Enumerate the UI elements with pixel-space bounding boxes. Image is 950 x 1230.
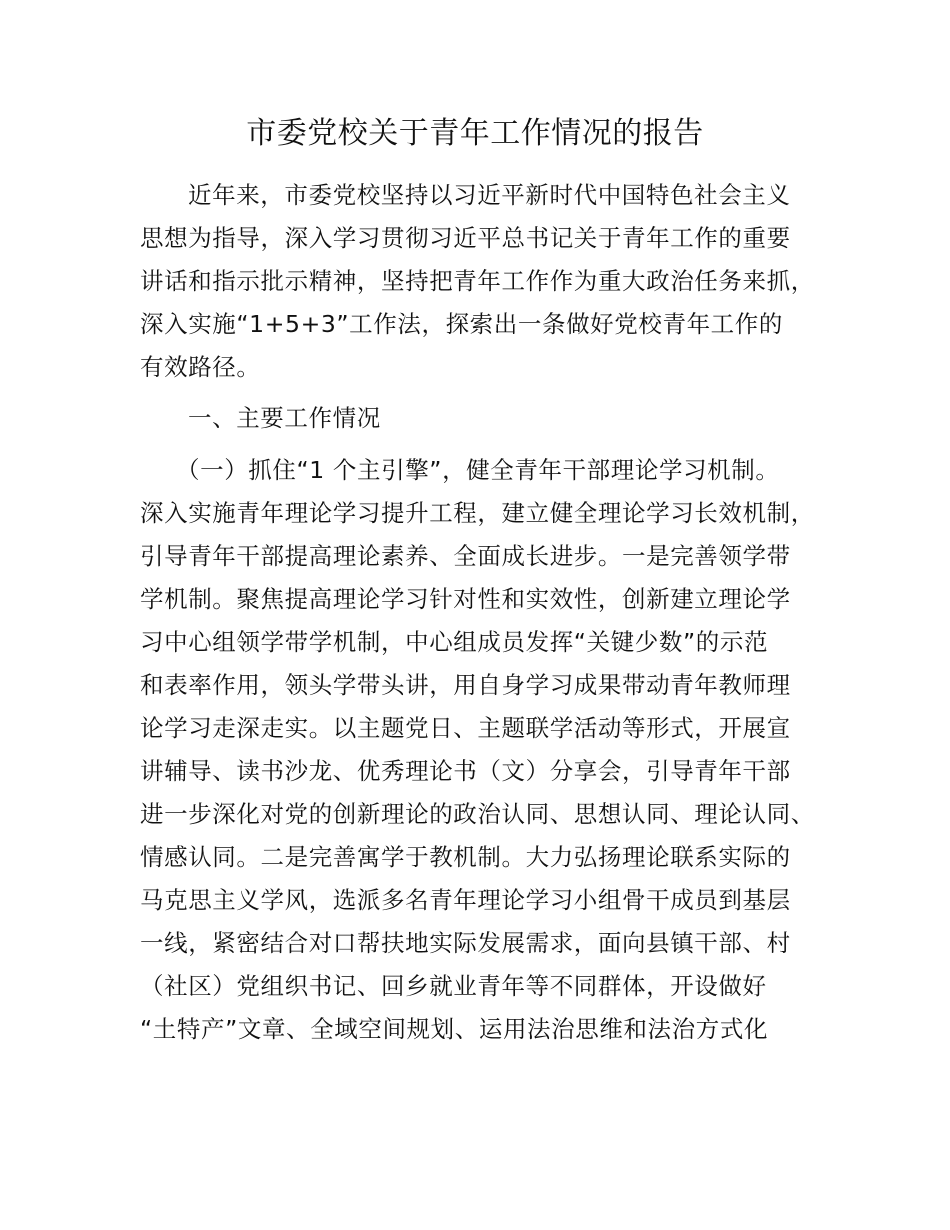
paragraph-line: 和表率作用，领头学带头讲，用自身学习成果带动青年教师理	[140, 671, 791, 699]
paragraph-line: 进一步深化对党的创新理论的政治认同、思想认同、理论认同、	[140, 800, 815, 828]
paragraph-line: “土特产”文章、全域空间规划、运用法治思维和法治方式化	[140, 1015, 769, 1043]
paragraph-line: 讲辅导、读书沙龙、优秀理论书（文）分享会，引导青年干部	[140, 757, 791, 785]
section-heading: 一、主要工作情况	[188, 404, 381, 432]
paragraph-line: 学机制。聚焦提高理论学习针对性和实效性，创新建立理论学	[140, 585, 791, 613]
paragraph-line: 习中心组领学带学机制，中心组成员发挥“关键少数”的示范	[140, 628, 769, 656]
document-title: 市委党校关于青年工作情况的报告	[246, 116, 704, 151]
paragraph-line: 情感认同。二是完善寓学于教机制。大力弘扬理论联系实际的	[140, 843, 791, 871]
paragraph-line: 深入实施“1+5+3”工作法，探索出一条做好党校青年工作的	[140, 310, 783, 338]
paragraph-line: 马克思主义学风，选派多名青年理论学习小组骨干成员到基层	[140, 886, 791, 914]
paragraph-line: 深入实施青年理论学习提升工程，建立健全理论学习长效机制，	[140, 499, 815, 527]
paragraph-line: （社区）党组织书记、回乡就业青年等不同群体，开设做好	[140, 972, 767, 1000]
paragraph-line: 有效路径。	[140, 353, 261, 381]
paragraph-line: 思想为指导，深入学习贯彻习近平总书记关于青年工作的重要	[140, 224, 791, 252]
paragraph-line: 一线，紧密结合对口帮扶地实际发展需求，面向县镇干部、村	[140, 929, 791, 957]
paragraph-line: 论学习走深走实。以主题党日、主题联学活动等形式，开展宣	[140, 714, 791, 742]
subsection-heading: （一）抓住“1 个主引擎”，健全青年干部理论学习机制。	[176, 456, 780, 484]
paragraph-line: 引导青年干部提高理论素养、全面成长进步。一是完善领学带	[140, 542, 791, 570]
paragraph-line: 讲话和指示批示精神，坚持把青年工作作为重大政治任务来抓，	[140, 267, 815, 295]
paragraph-line: 近年来，市委党校坚持以习近平新时代中国特色社会主义	[188, 181, 791, 209]
